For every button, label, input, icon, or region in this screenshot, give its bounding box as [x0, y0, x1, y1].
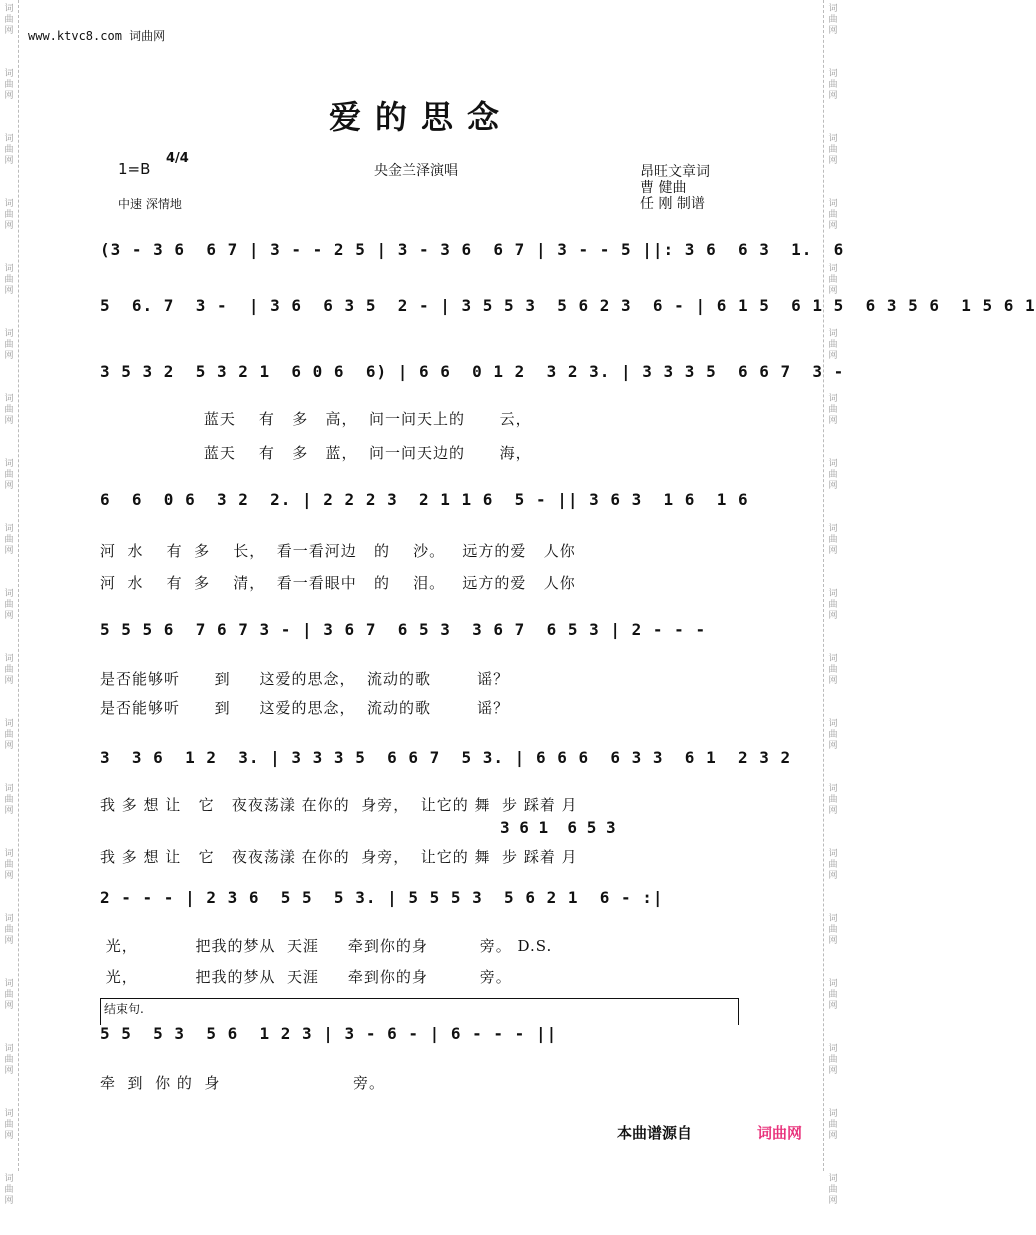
- watermark-text: 词 曲 网: [4, 849, 14, 881]
- watermark-text: 词 曲 网: [828, 4, 838, 36]
- watermark-text: 词 曲 网: [4, 524, 14, 556]
- watermark-text: 词 曲 网: [828, 849, 838, 881]
- watermark-text: 词 曲 网: [828, 134, 838, 166]
- watermark-text: 词 曲 网: [4, 264, 14, 296]
- watermark-text: 词 曲 网: [828, 329, 838, 361]
- watermark-text: 词 曲 网: [828, 589, 838, 621]
- watermark-text: 词 曲 网: [828, 69, 838, 101]
- stave-6: [100, 740, 792, 780]
- watermark-text: 词 曲 网: [828, 459, 838, 491]
- credits: [640, 164, 710, 212]
- watermark-text: 词 曲 网: [4, 589, 14, 621]
- watermark-text: 词 曲 网: [828, 394, 838, 426]
- watermark-text: 词 曲 网: [828, 1044, 838, 1076]
- footer-source: 本曲谱源自: [616, 1124, 692, 1142]
- stave-5: [100, 612, 740, 652]
- stave-7: [100, 880, 740, 920]
- lyric-line: 我 多 想 让 它 夜夜荡漾 在你的 身旁， 让它的 舞 步 踩着 月: [100, 796, 578, 814]
- watermark-text: 词 曲 网: [4, 719, 14, 751]
- watermark-text: 词 曲 网: [828, 719, 838, 751]
- lyric-line: 光， 把我的梦从 天涯 牵到你的身 旁。 D.S.: [100, 937, 553, 955]
- tempo-marking: 中速 深情地: [118, 197, 182, 211]
- lyric-line: 蓝天 有 多 高， 问一问天上的 云，: [100, 410, 532, 428]
- watermark-text: 词 曲 网: [4, 1109, 14, 1141]
- watermark-text: 词 曲 网: [4, 394, 14, 426]
- alternate-notes: 3 6 1 6 5 3: [500, 818, 616, 837]
- lyric-line: 是否能够听 到 这爱的思念， 流动的歌 谣？: [100, 699, 510, 717]
- watermark-text: 词 曲 网: [828, 1174, 838, 1206]
- ending-label: 结束句.: [104, 1002, 144, 1016]
- watermark-text: 词 曲 网: [4, 1044, 14, 1076]
- lyric-line: 蓝天 有 多 蓝， 问一问天边的 海，: [100, 444, 532, 462]
- performer: 央金兰泽演唱: [374, 163, 458, 179]
- watermark-text: 词 曲 网: [828, 199, 838, 231]
- notes: 5 5 5 3 5 6 1 2 3 | 3 - 6 - | 6 - - - ||: [100, 1024, 558, 1043]
- left-watermark-strip: [0, 0, 19, 1206]
- lyric-line: 牵 到 你 的 身 旁。: [100, 1074, 386, 1092]
- watermark-text: 词 曲 网: [828, 264, 838, 296]
- watermark-text: 词 曲 网: [4, 914, 14, 946]
- watermark-text: 词 曲 网: [4, 459, 14, 491]
- watermark-text: 词 曲 网: [828, 524, 838, 556]
- stave-4: [100, 482, 749, 522]
- notes: 3 5 3 2 5 3 2 1 6 0 6 6) | 6 6 0 1 2 3 2 3. | 3 3 3 5 6 6 7 3 -: [100, 362, 845, 381]
- watermark-text: 词 曲 网: [4, 654, 14, 686]
- watermark-text: 词 曲 网: [4, 784, 14, 816]
- lyric-line: 河 水 有 多 清， 看一看眼中 的 泪。 远方的爱 人你: [100, 574, 576, 592]
- notes: 2 - - - | 2 3 6 5 5 5 3. | 5 5 5 3 5 6 2 1 6 - :|: [100, 888, 664, 907]
- lyric-line: 我 多 想 让 它 夜夜荡漾 在你的 身旁， 让它的 舞 步 踩着 月: [100, 848, 578, 866]
- notes: 6 6 0 6 3 2 2. | 2 2 2 3 2 1 1 6 5 - || 3 6 3 1 6 1 6: [100, 490, 749, 509]
- key-signature: 1=B: [118, 160, 151, 178]
- watermark-text: 词 曲 网: [828, 979, 838, 1011]
- notes: (3 - 3 6 6 7 | 3 - - 2 5 | 3 - 3 6 6 7 | 3 - - 5 ||: 3 6 6 3 1. 6: [100, 240, 845, 259]
- stave-3: [100, 354, 845, 394]
- watermark-text: 词 曲 网: [4, 134, 14, 166]
- watermark-text: 词 曲 网: [4, 979, 14, 1011]
- notes: 3 3 6 1 2 3. | 3 3 3 5 6 6 7 5 3. | 6 6 6 6 3 3 6 1 2 3 2: [100, 748, 792, 767]
- site-header[interactable]: www.ktvc8.com 词曲网: [28, 29, 166, 43]
- footer-brand-link[interactable]: 词曲网: [756, 1124, 802, 1142]
- watermark-text: 词 曲 网: [4, 199, 14, 231]
- watermark-text: 词 曲 网: [828, 654, 838, 686]
- time-signature: 4/4: [166, 151, 189, 166]
- watermark-text: 词 曲 网: [4, 4, 14, 36]
- watermark-text: 词 曲 网: [828, 914, 838, 946]
- composer-credit: 曹 健曲: [640, 180, 687, 196]
- notes: 5 6. 7 3 - | 3 6 6 3 5 2 - | 3 5 5 3 5 6 2 3 6 - | 6 1 5 6 1 5 6 3 5 6 1 5 6 1: [100, 296, 1036, 315]
- song-title: 爱的思念: [328, 98, 513, 136]
- ending-bracket: [100, 998, 739, 1025]
- stave-2: [100, 288, 1036, 328]
- stave-1: [100, 232, 845, 272]
- lyricist-credit: 昂旺文章词: [640, 164, 710, 180]
- lyric-line: 是否能够听 到 这爱的思念， 流动的歌 谣？: [100, 670, 510, 688]
- arranger-credit: 任 刚 制谱: [640, 196, 705, 212]
- right-watermark-strip: [823, 0, 842, 1206]
- watermark-text: 词 曲 网: [828, 784, 838, 816]
- watermark-text: 词 曲 网: [4, 69, 14, 101]
- watermark-text: 词 曲 网: [828, 1109, 838, 1141]
- watermark-text: 词 曲 网: [4, 1174, 14, 1206]
- lyric-line: 光， 把我的梦从 天涯 牵到你的身 旁。: [100, 968, 512, 986]
- watermark-text: 词 曲 网: [4, 329, 14, 361]
- lyric-line: 河 水 有 多 长， 看一看河边 的 沙。 远方的爱 人你: [100, 542, 576, 560]
- notes: 5 5 5 6 7 6 7 3 - | 3 6 7 6 5 3 3 6 7 6 5 3 | 2 - - -: [100, 620, 707, 639]
